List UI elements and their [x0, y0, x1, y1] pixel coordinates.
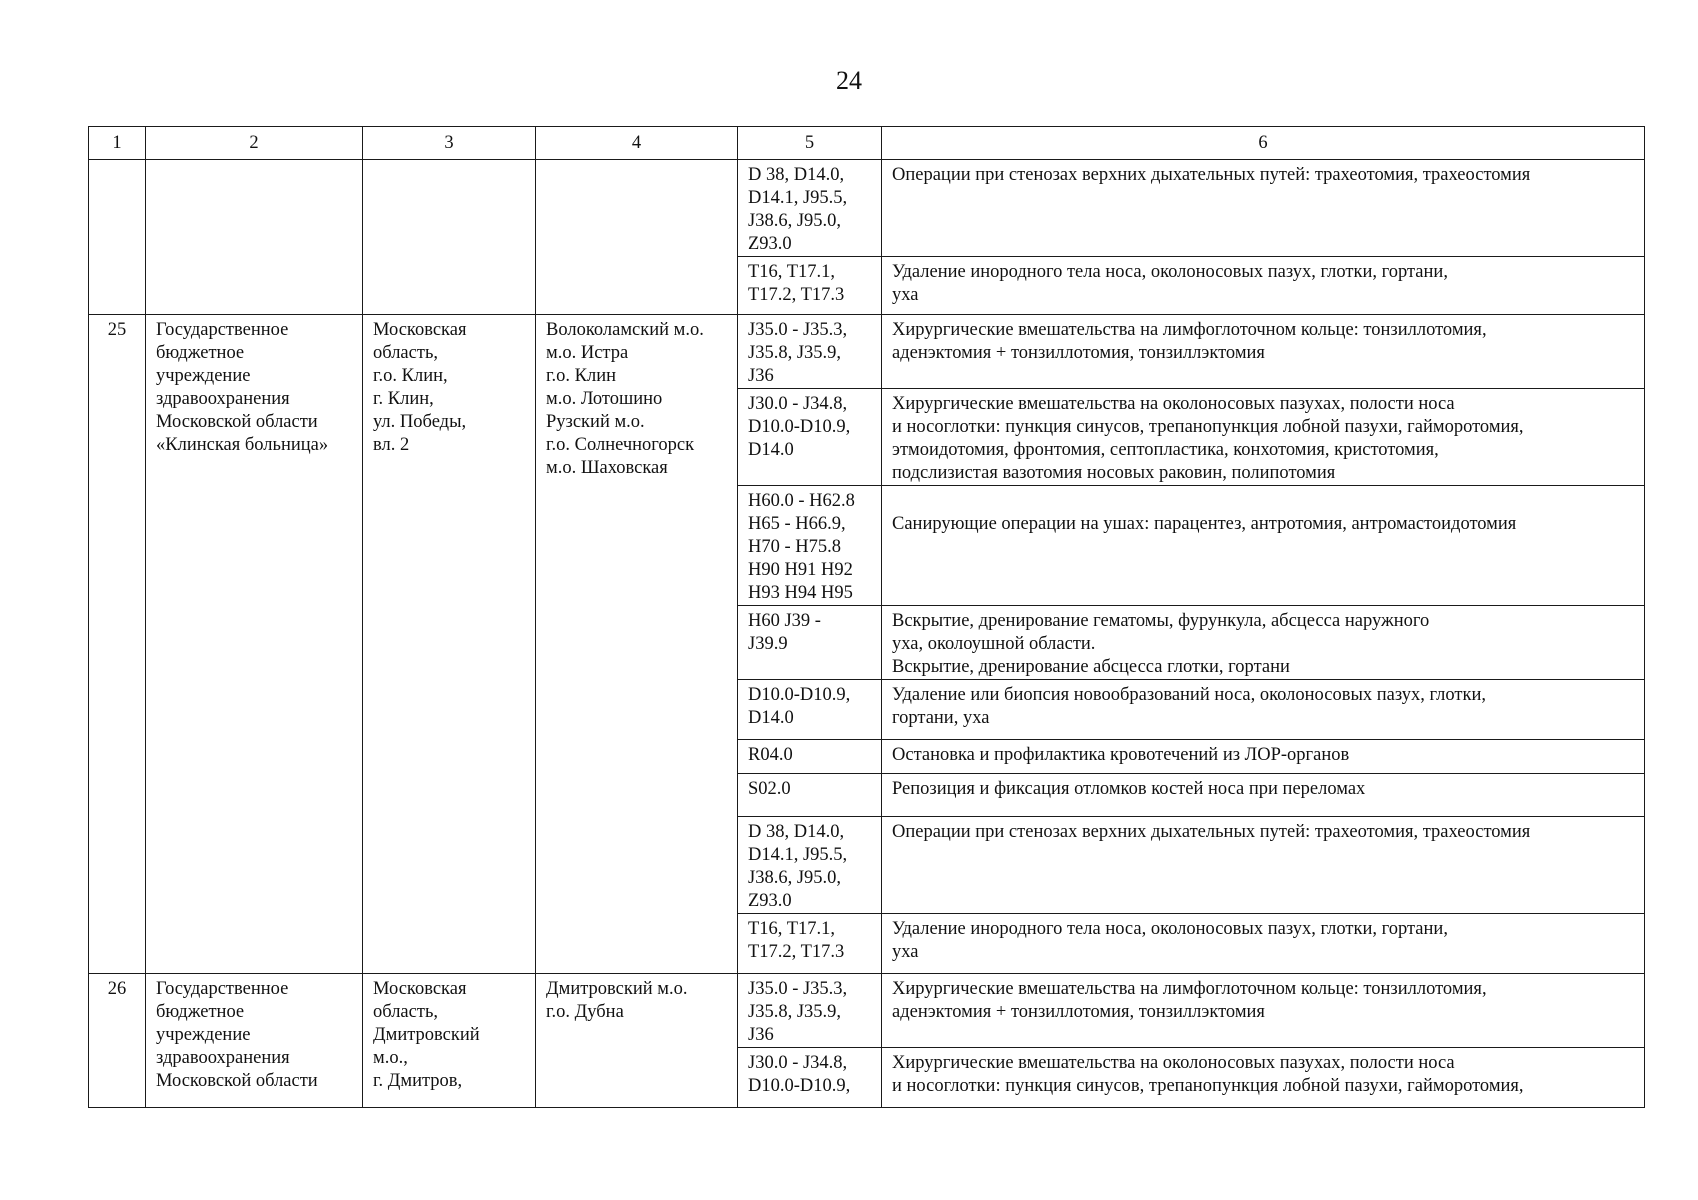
icd-codes-cell: D 38, D14.0, D14.1, J95.5, J38.6, J95.0, Z93.0 [738, 160, 882, 257]
icd-codes-cell: T16, T17.1, T17.2, T17.3 [738, 257, 882, 315]
operation-cell: Хирургические вмешательства на околоносовых пазухах, полости носа и носоглотки: пункция синусов, трепанопункция лобной пазухи, гайморотомия, этмоидотомия, фронтомия, септопластика, конхотомия, кристотомия, подслизистая вазотомия носовых раковин, полипотомия [882, 389, 1645, 486]
operation-cell: Санирующие операции на ушах: парацентез, антротомия, антромастоидотомия [882, 486, 1645, 606]
icd-codes-cell: H60 J39 - J39.9 [738, 606, 882, 680]
operation-cell: Операции при стенозах верхних дыхательных путей: трахеотомия, трахеостомия [882, 817, 1645, 914]
column-header: 2 [146, 127, 363, 160]
operation-cell: Репозиция и фиксация отломков костей носа при переломах [882, 774, 1645, 817]
icd-codes-cell: J35.0 - J35.3, J35.8, J35.9, J36 [738, 315, 882, 389]
territory-cell: Дмитровский м.о. г.о. Дубна [536, 974, 738, 1108]
institution-cell: Государственное бюджетное учреждение здравоохранения Московской области «Клинская больница» [146, 315, 363, 974]
table-row [89, 160, 1645, 257]
table-row [89, 315, 1645, 389]
icd-codes-cell: R04.0 [738, 740, 882, 774]
operation-cell: Хирургические вмешательства на околоносовых пазухах, полости носа и носоглотки: пункция синусов, трепанопункция лобной пазухи, гайморотомия, [882, 1048, 1645, 1108]
procedures-table [88, 126, 1645, 1108]
number-cell: 26 [89, 974, 146, 1108]
icd-codes-cell: S02.0 [738, 774, 882, 817]
operation-cell: Хирургические вмешательства на лимфоглоточном кольце: тонзиллотомия, аденэктомия + тонзиллотомия, тонзиллэктомия [882, 315, 1645, 389]
icd-codes-cell: J35.0 - J35.3, J35.8, J35.9, J36 [738, 974, 882, 1048]
address-cell: Московская область, Дмитровский м.о., г. Дмитров, [363, 974, 536, 1108]
icd-codes-cell: D 38, D14.0, D14.1, J95.5, J38.6, J95.0, Z93.0 [738, 817, 882, 914]
icd-codes-cell: J30.0 - J34.8, D10.0-D10.9, [738, 1048, 882, 1108]
table-row [89, 974, 1645, 1048]
page-number: 24 [836, 66, 862, 95]
operation-cell: Вскрытие, дренирование гематомы, фурункула, абсцесса наружного уха, околоушной области. Вскрытие, дренирование абсцесса глотки, гортани [882, 606, 1645, 680]
operation-cell: Остановка и профилактика кровотечений из ЛОР-органов [882, 740, 1645, 774]
column-header: 5 [738, 127, 882, 160]
icd-codes-cell: D10.0-D10.9, D14.0 [738, 680, 882, 740]
icd-codes-cell: J30.0 - J34.8, D10.0-D10.9, D14.0 [738, 389, 882, 486]
number-cell [89, 160, 146, 315]
column-header: 6 [882, 127, 1645, 160]
address-cell: Московская область, г.о. Клин, г. Клин, ул. Победы, вл. 2 [363, 315, 536, 974]
institution-cell [146, 160, 363, 315]
territory-cell [536, 160, 738, 315]
column-header: 1 [89, 127, 146, 160]
table-header-row [89, 127, 1645, 160]
territory-cell: Волоколамский м.о. м.о. Истра г.о. Клин м.о. Лотошино Рузский м.о. г.о. Солнечногорск м.о. Шаховская [536, 315, 738, 974]
operation-cell: Удаление инородного тела носа, околоносовых пазух, глотки, гортани, уха [882, 257, 1645, 315]
icd-codes-cell: H60.0 - H62.8 H65 - H66.9, H70 - H75.8 H90 H91 H92 H93 H94 H95 [738, 486, 882, 606]
column-header: 3 [363, 127, 536, 160]
operation-cell: Удаление или биопсия новообразований носа, околоносовых пазух, глотки, гортани, уха [882, 680, 1645, 740]
column-header: 4 [536, 127, 738, 160]
operation-cell: Удаление инородного тела носа, околоносовых пазух, глотки, гортани, уха [882, 914, 1645, 974]
icd-codes-cell: T16, T17.1, T17.2, T17.3 [738, 914, 882, 974]
address-cell [363, 160, 536, 315]
number-cell: 25 [89, 315, 146, 974]
operation-cell: Хирургические вмешательства на лимфоглоточном кольце: тонзиллотомия, аденэктомия + тонзиллотомия, тонзиллэктомия [882, 974, 1645, 1048]
institution-cell: Государственное бюджетное учреждение здравоохранения Московской области [146, 974, 363, 1108]
operation-cell: Операции при стенозах верхних дыхательных путей: трахеотомия, трахеостомия [882, 160, 1645, 257]
